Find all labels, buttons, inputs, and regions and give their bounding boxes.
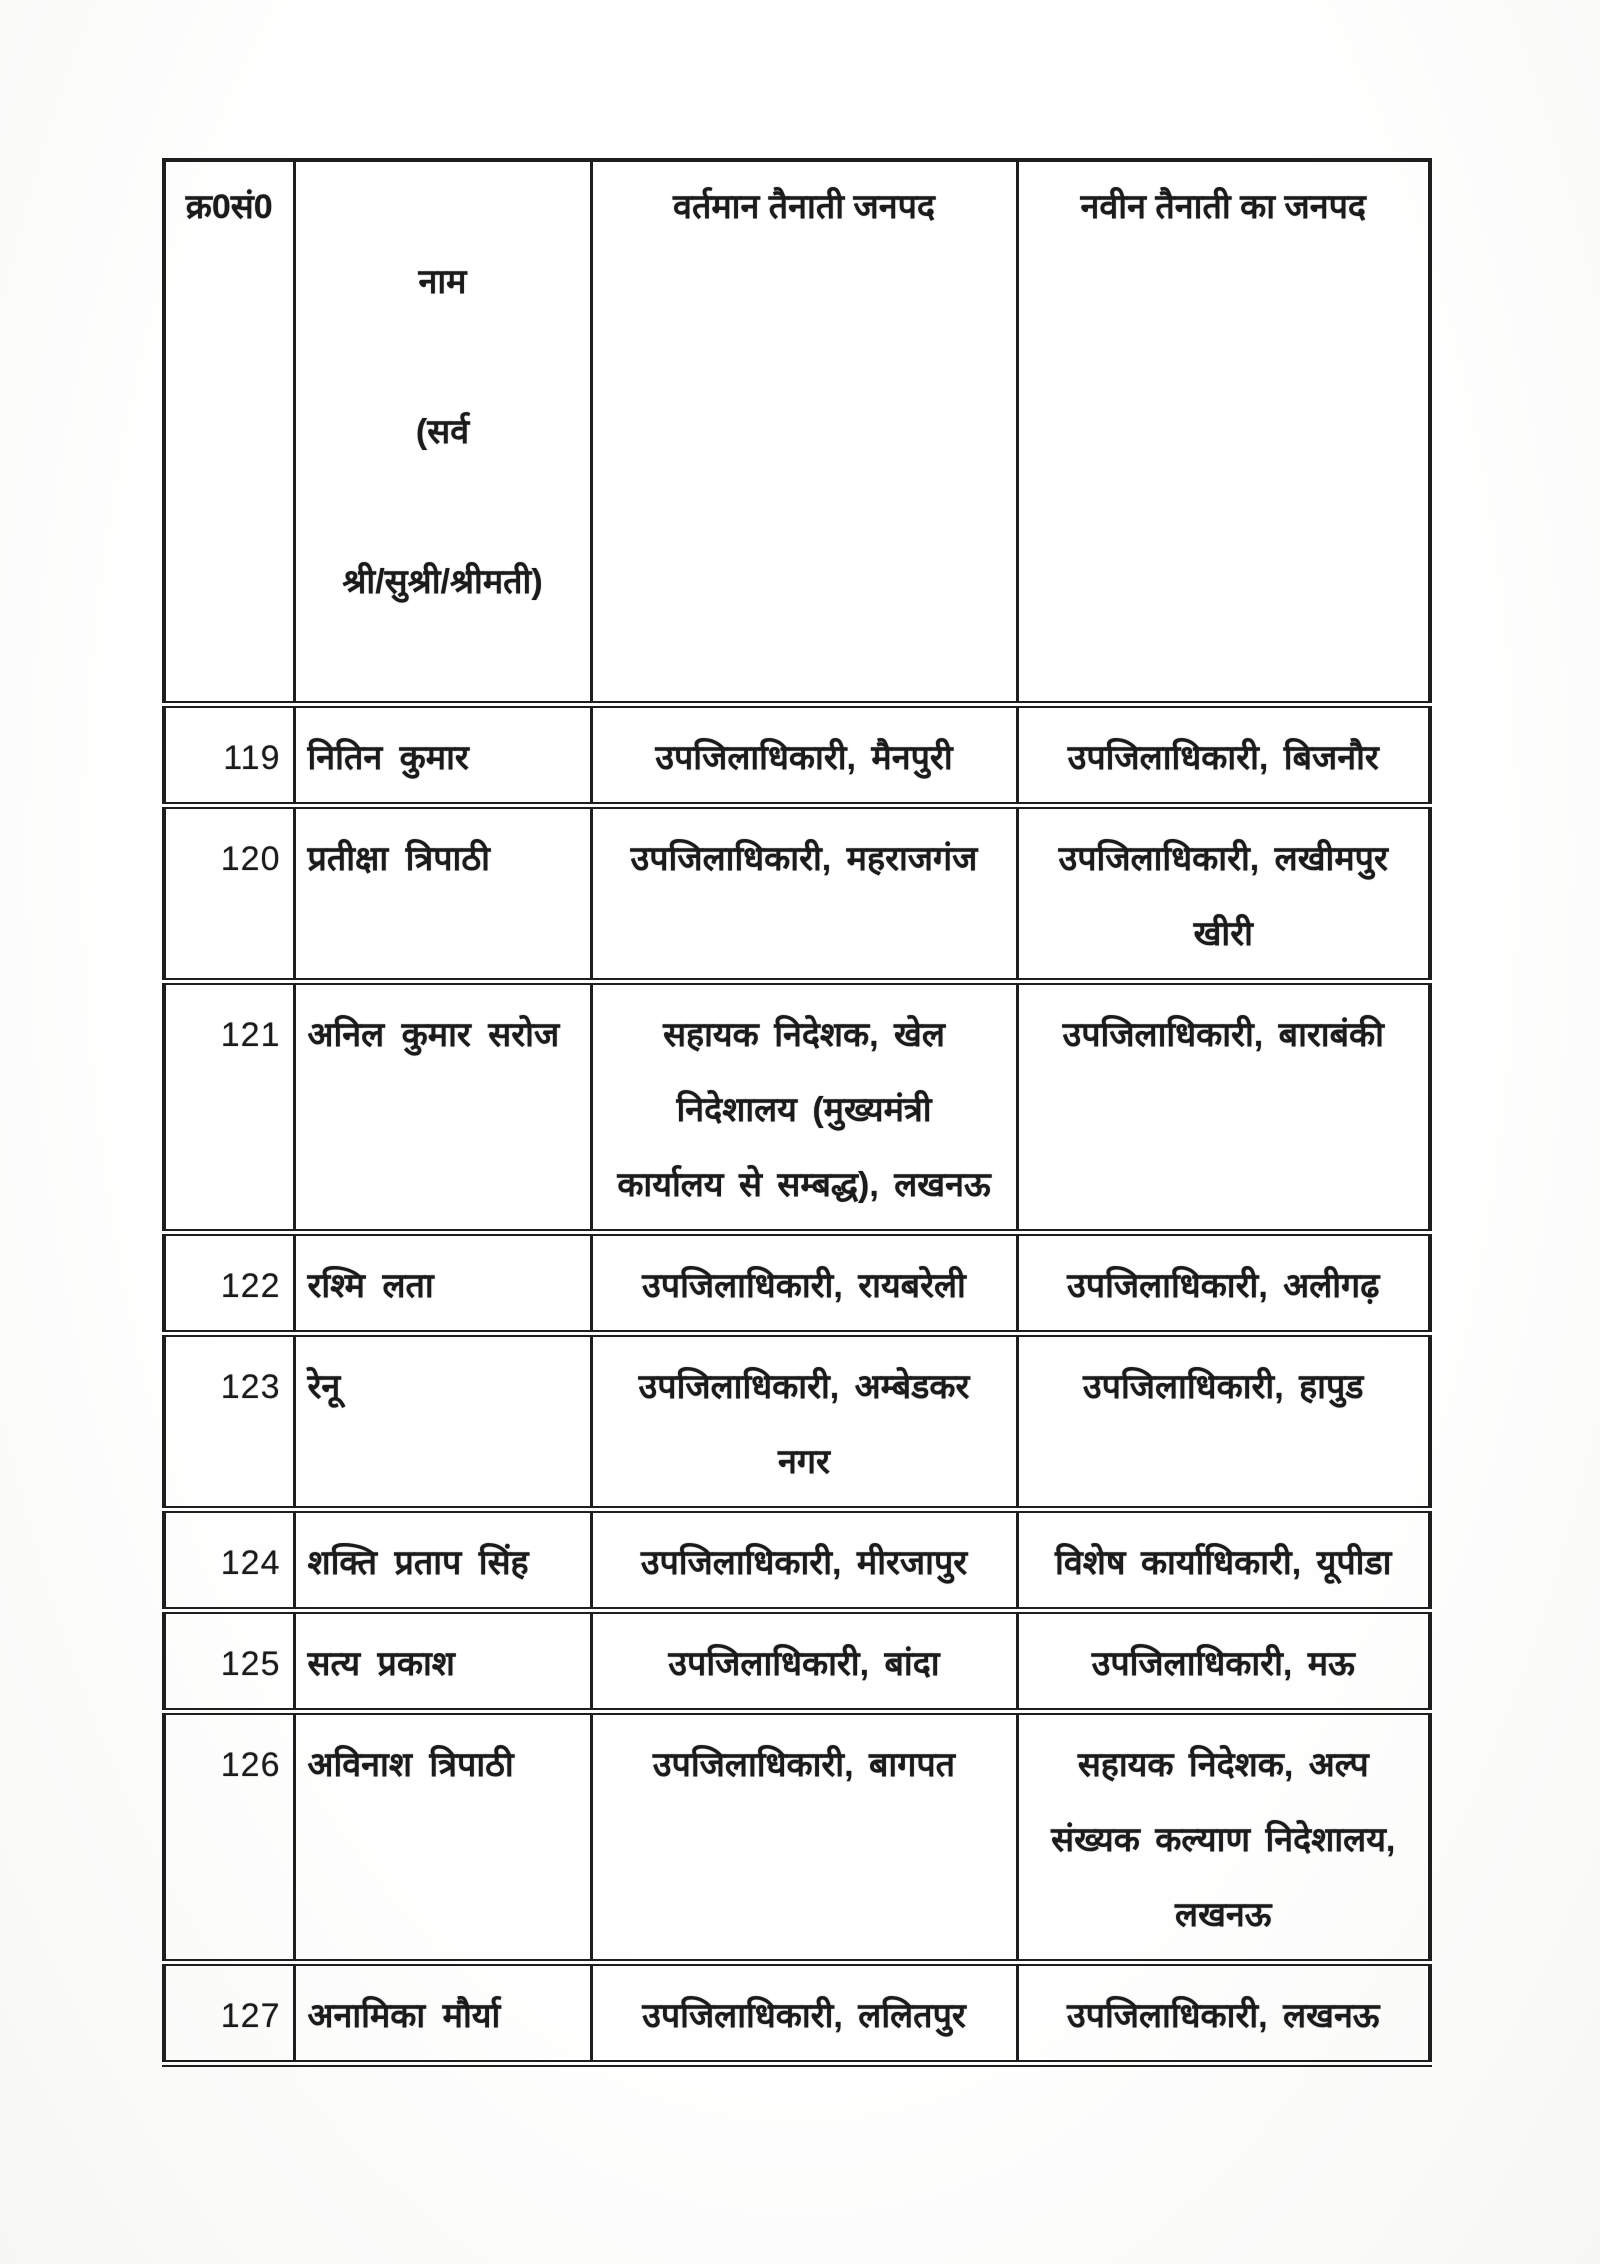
header-name — [294, 160, 591, 705]
table-header-row — [164, 160, 1430, 705]
header-current-posting: वर्तमान तैनाती जनपद — [591, 160, 1017, 705]
table-row — [164, 1334, 1430, 1510]
new-posting-cell: उपजिलाधिकारी, बिजनौर — [1017, 705, 1430, 806]
new-posting-cell: सहायक निदेशक, अल्प संख्यक कल्याण निदेशालय, लखनऊ — [1017, 1712, 1430, 1963]
sno-cell: 125 — [164, 1611, 294, 1712]
sno-cell: 122 — [164, 1233, 294, 1334]
table-row — [164, 1233, 1430, 1334]
sno-cell: 123 — [164, 1334, 294, 1510]
current-posting-cell: उपजिलाधिकारी, अम्बेडकर नगर — [591, 1334, 1017, 1510]
new-posting-cell: उपजिलाधिकारी, लखनऊ — [1017, 1963, 1430, 2064]
table-row — [164, 1963, 1430, 2064]
header-name-line1: नाम — [418, 263, 467, 301]
name-cell: प्रतीक्षा त्रिपाठी — [294, 806, 591, 982]
header-name-line2: (सर्व — [415, 413, 470, 451]
new-posting-cell: उपजिलाधिकारी, मऊ — [1017, 1611, 1430, 1712]
name-cell: अविनाश त्रिपाठी — [294, 1712, 591, 1963]
table-row — [164, 1611, 1430, 1712]
current-posting-cell: उपजिलाधिकारी, महराजगंज — [591, 806, 1017, 982]
table-row — [164, 806, 1430, 982]
new-posting-cell: विशेष कार्याधिकारी, यूपीडा — [1017, 1510, 1430, 1611]
name-cell: अनिल कुमार सरोज — [294, 982, 591, 1233]
sno-cell: 120 — [164, 806, 294, 982]
current-posting-cell: उपजिलाधिकारी, बागपत — [591, 1712, 1017, 1963]
new-posting-cell: उपजिलाधिकारी, लखीमपुर खीरी — [1017, 806, 1430, 982]
sno-cell: 127 — [164, 1963, 294, 2064]
name-cell: नितिन कुमार — [294, 705, 591, 806]
name-cell: सत्य प्रकाश — [294, 1611, 591, 1712]
new-posting-cell: उपजिलाधिकारी, बाराबंकी — [1017, 982, 1430, 1233]
name-cell: रश्मि लता — [294, 1233, 591, 1334]
current-posting-cell: उपजिलाधिकारी, मैनपुरी — [591, 705, 1017, 806]
sno-cell: 126 — [164, 1712, 294, 1963]
name-cell: अनामिका मौर्या — [294, 1963, 591, 2064]
sno-cell: 121 — [164, 982, 294, 1233]
table-row — [164, 1712, 1430, 1963]
table-row — [164, 705, 1430, 806]
current-posting-cell: उपजिलाधिकारी, ललितपुर — [591, 1963, 1017, 2064]
header-name-line3: श्री/सुश्री/श्रीमती) — [342, 563, 543, 601]
name-cell: रेनू — [294, 1334, 591, 1510]
current-posting-cell: उपजिलाधिकारी, मीरजापुर — [591, 1510, 1017, 1611]
new-posting-cell: उपजिलाधिकारी, अलीगढ़ — [1017, 1233, 1430, 1334]
sno-cell: 124 — [164, 1510, 294, 1611]
transfer-table — [162, 158, 1432, 2067]
current-posting-cell: उपजिलाधिकारी, बांदा — [591, 1611, 1017, 1712]
name-cell: शक्ति प्रताप सिंह — [294, 1510, 591, 1611]
sno-cell: 119 — [164, 705, 294, 806]
current-posting-cell: उपजिलाधिकारी, रायबरेली — [591, 1233, 1017, 1334]
table-row — [164, 1510, 1430, 1611]
new-posting-cell: उपजिलाधिकारी, हापुड — [1017, 1334, 1430, 1510]
header-sno: क्र0सं0 — [164, 160, 294, 705]
header-new-posting: नवीन तैनाती का जनपद — [1017, 160, 1430, 705]
current-posting-cell: सहायक निदेशक, खेल निदेशालय (मुख्यमंत्री कार्यालय से सम्बद्ध), लखनऊ — [591, 982, 1017, 1233]
table-row — [164, 982, 1430, 1233]
